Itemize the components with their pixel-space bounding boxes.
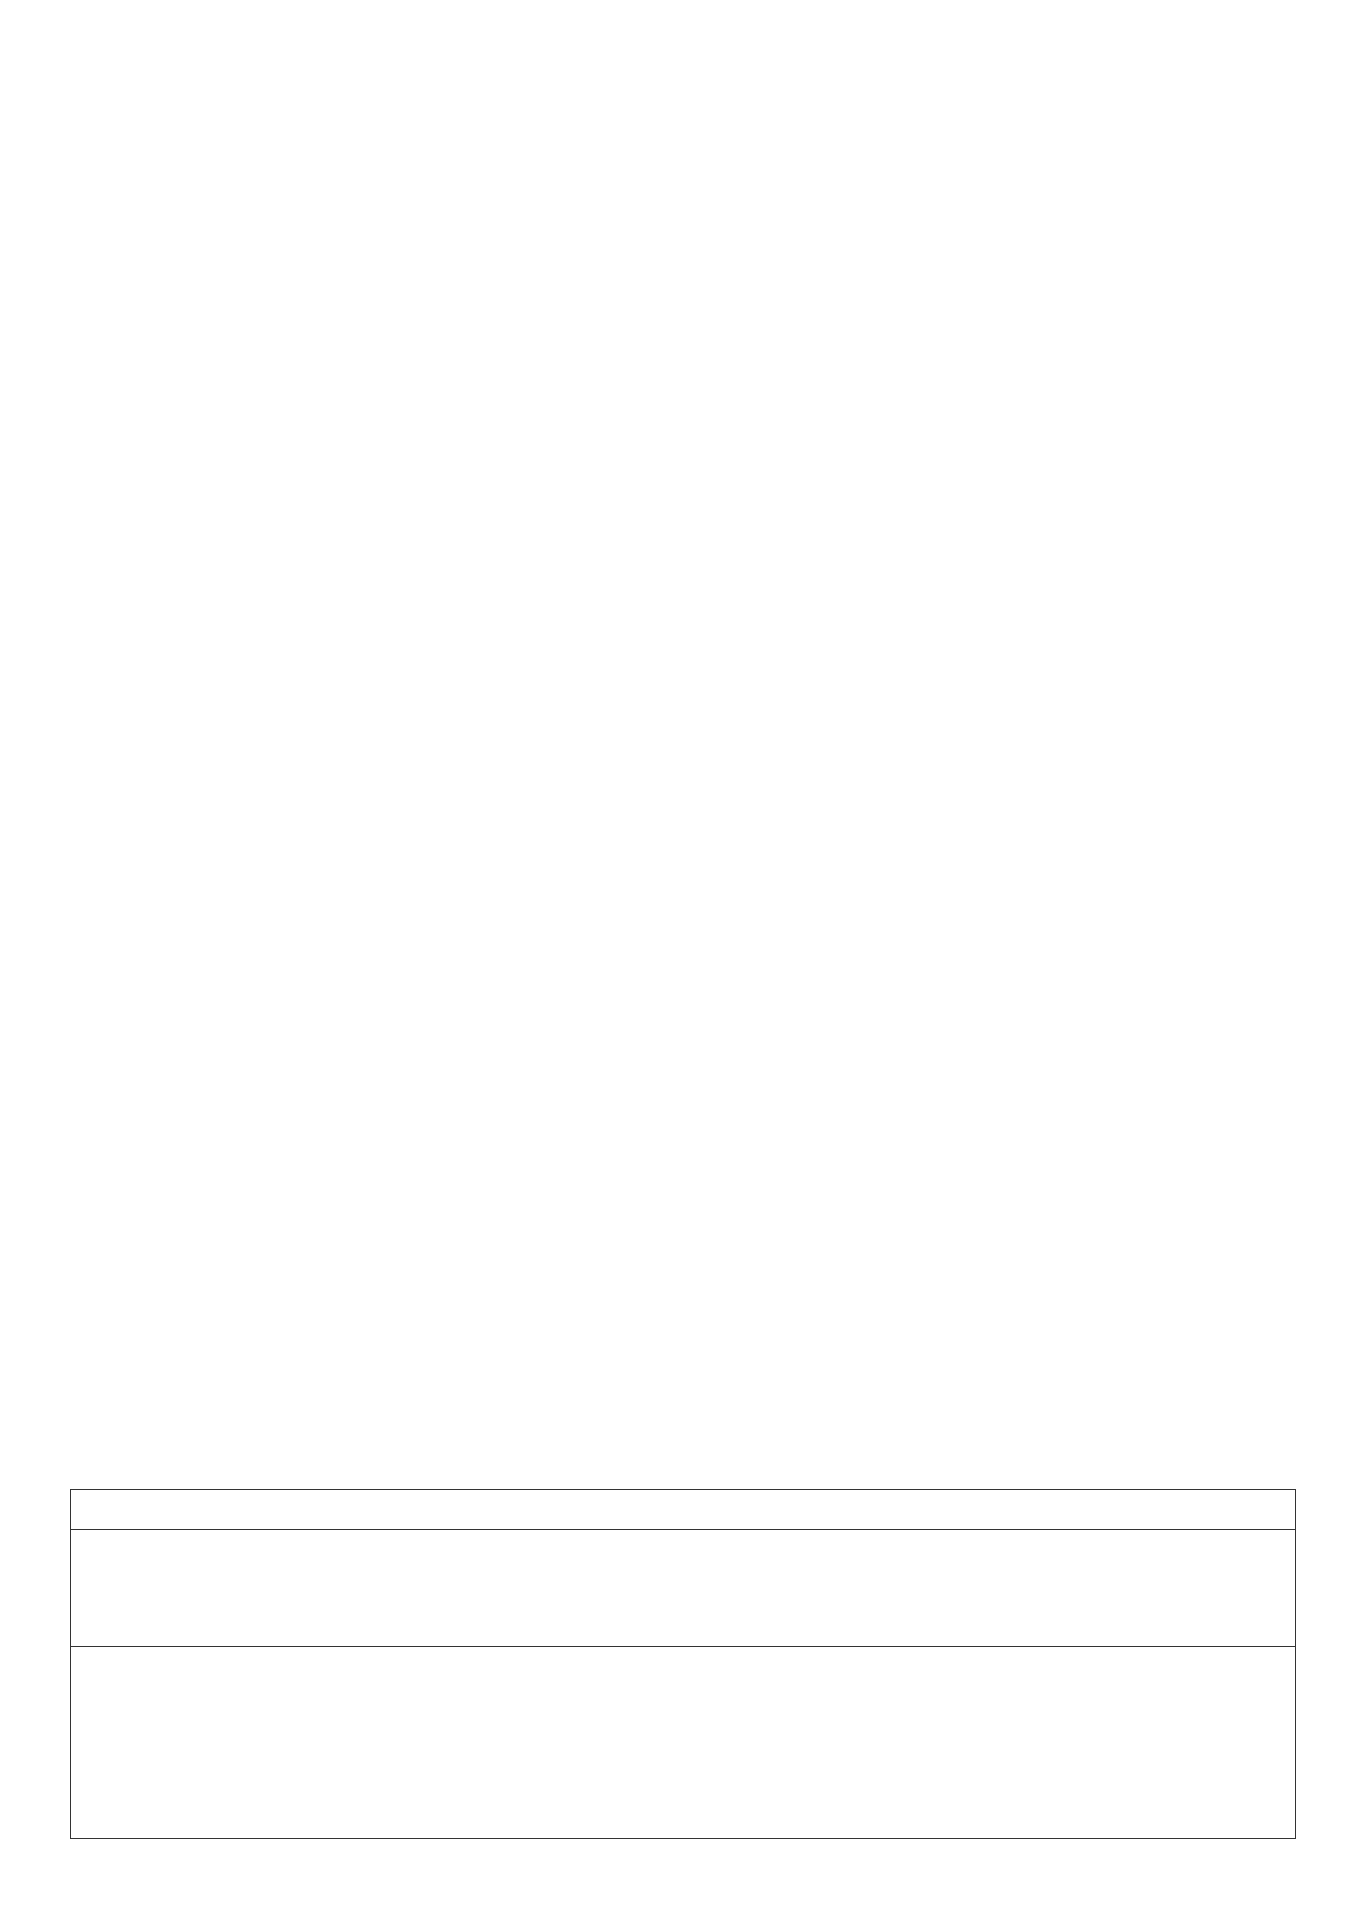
quote-title-row — [71, 1490, 1295, 1530]
quote-box — [70, 1489, 1296, 1839]
quote-detail-row — [71, 1530, 1295, 1647]
quote-included-row — [71, 1647, 1295, 1837]
